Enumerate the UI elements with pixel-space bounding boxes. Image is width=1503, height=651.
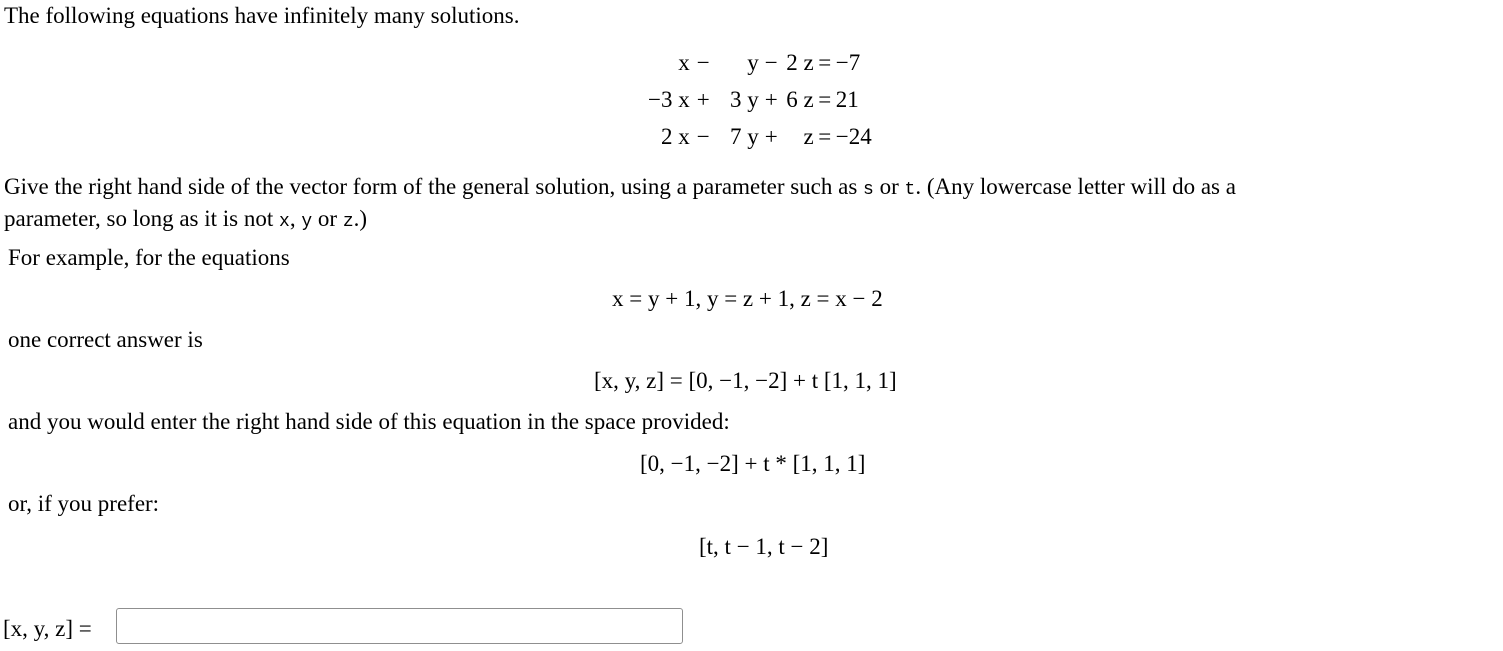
equals: = [818, 49, 832, 75]
instructions-text: parameter, so long as it is not [4, 206, 280, 231]
instructions-text: , [289, 206, 302, 231]
instructions-line-1 [4, 173, 1236, 204]
instructions-text: . (Any lowercase letter will do as a [915, 174, 1236, 199]
operator: + [764, 86, 778, 112]
rhs: −24 [835, 123, 872, 149]
var-x: x [279, 212, 290, 232]
rhs: −7 [835, 49, 861, 75]
param-t: t [904, 180, 916, 200]
rhs: 21 [835, 86, 859, 112]
answer-label: [x, y, z] = [3, 616, 92, 641]
equals: = [818, 123, 832, 149]
x-term: 2 x [660, 123, 690, 149]
operator: − [696, 49, 710, 75]
instructions-line-2 [4, 205, 367, 236]
z-term: 6 z [786, 86, 814, 112]
operator: − [764, 49, 778, 75]
example-equations: x = y + 1, y = z + 1, z = x − 2 [612, 286, 883, 311]
y-term: 3 y [729, 86, 759, 112]
example-alt-form: [t, t − 1, t − 2] [699, 534, 829, 559]
instructions-text: or [312, 206, 343, 231]
z-term: 2 z [786, 49, 814, 75]
correct-answer-label: one correct answer is [8, 327, 203, 352]
example-entry-form: [0, −1, −2] + t * [1, 1, 1] [640, 451, 866, 476]
operator: + [696, 86, 710, 112]
param-s: s [863, 180, 874, 200]
operator: − [696, 123, 710, 149]
equation-row [648, 81, 872, 118]
equation-system [648, 44, 872, 155]
var-z: z [342, 212, 354, 232]
enter-label: and you would enter the right hand side of this equation in the space provided: [8, 409, 730, 434]
example-intro: For example, for the equations [8, 245, 290, 270]
x-term: −3 x [648, 86, 690, 112]
instructions-text: or [873, 174, 905, 199]
equals: = [818, 86, 832, 112]
x-term: x [678, 49, 690, 75]
instructions-text: .) [353, 206, 368, 231]
var-y: y [301, 212, 313, 232]
instructions-text: Give the right hand side of the vector form of the general solution, using a parameter such as [4, 174, 864, 199]
intro-text: The following equations have infinitely many solutions. [4, 3, 520, 28]
operator: + [764, 123, 778, 149]
equation-row [648, 44, 872, 81]
prefer-label: or, if you prefer: [8, 491, 160, 516]
example-answer-equation: [x, y, z] = [0, −1, −2] + t [1, 1, 1] [594, 368, 897, 393]
y-term: 7 y [729, 123, 759, 149]
y-term: y [747, 49, 759, 75]
answer-input[interactable] [116, 608, 683, 644]
z-term: z [803, 123, 814, 149]
equation-row [648, 118, 872, 155]
